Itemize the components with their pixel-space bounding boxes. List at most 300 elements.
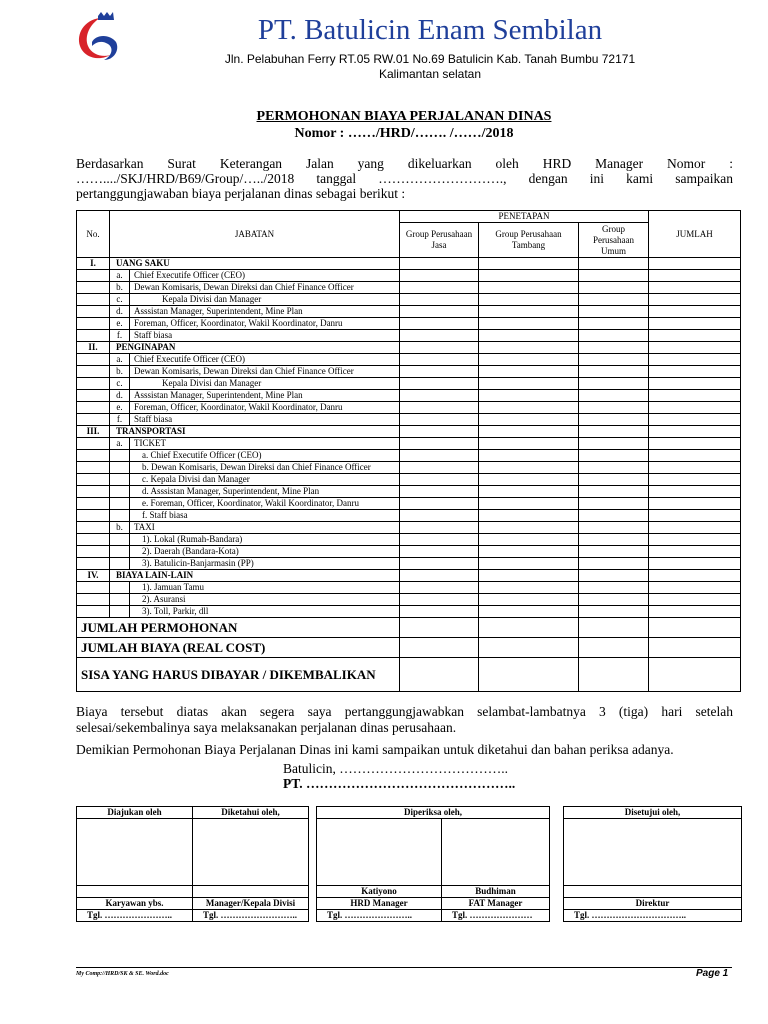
header-tambang: Group Perusahaan Tambang <box>479 223 579 258</box>
table-cell: II. <box>77 342 110 354</box>
empty-cell <box>649 270 741 282</box>
table-cell: d. <box>110 306 130 318</box>
place-date-line: Batulicin, ……………………………….. <box>283 761 508 776</box>
empty-cell <box>110 594 130 606</box>
empty-cell <box>649 606 741 618</box>
table-row <box>77 354 741 366</box>
table-cell: c. Kepala Divisi dan Manager <box>130 474 400 486</box>
table-cell: III. <box>77 426 110 438</box>
empty-cell <box>479 390 579 402</box>
empty-cell <box>479 510 579 522</box>
empty-cell <box>442 819 550 886</box>
empty-cell <box>564 819 742 886</box>
table-cell: 3). Toll, Parkir, dll <box>130 606 400 618</box>
footer-divider <box>76 967 732 968</box>
empty-cell <box>400 270 479 282</box>
empty-cell <box>400 438 479 450</box>
empty-cell <box>579 294 649 306</box>
table-cell: Foreman, Officer, Koordinator, Wakil Koordinator, Danru <box>130 402 400 414</box>
empty-cell <box>479 618 579 638</box>
empty-cell <box>479 638 579 658</box>
letterhead <box>140 14 720 82</box>
empty-cell <box>479 474 579 486</box>
table-row <box>77 270 741 282</box>
table-row-section <box>77 258 741 270</box>
table-cell: e. Foreman, Officer, Koordinator, Wakil Koordinator, Danru <box>130 498 400 510</box>
empty-cell <box>77 330 110 342</box>
empty-cell <box>479 534 579 546</box>
empty-cell <box>649 258 741 270</box>
table-cell: IV. <box>77 570 110 582</box>
date-direktur: Tgl. ………………………….. <box>564 910 742 922</box>
empty-cell <box>649 658 741 692</box>
intro-paragraph <box>76 156 733 201</box>
empty-cell <box>400 570 479 582</box>
empty-cell <box>479 294 579 306</box>
empty-cell <box>193 886 309 898</box>
empty-cell <box>479 450 579 462</box>
empty-cell <box>579 498 649 510</box>
empty-cell <box>400 546 479 558</box>
empty-cell <box>400 658 479 692</box>
empty-cell <box>479 570 579 582</box>
empty-cell <box>400 258 479 270</box>
empty-cell <box>77 606 110 618</box>
table-cell: Staff biasa <box>130 330 400 342</box>
empty-cell <box>110 498 130 510</box>
empty-cell <box>579 606 649 618</box>
table-row-section <box>77 342 741 354</box>
table-row <box>77 474 741 486</box>
empty-cell <box>110 546 130 558</box>
table-row-section <box>77 570 741 582</box>
empty-cell <box>479 414 579 426</box>
header-no: No. <box>77 211 110 258</box>
empty-cell <box>479 438 579 450</box>
total-row-permohonan <box>77 618 741 638</box>
table-row <box>77 486 741 498</box>
table-cell: f. Staff biasa <box>130 510 400 522</box>
empty-cell <box>193 819 309 886</box>
empty-cell <box>579 282 649 294</box>
empty-cell <box>649 282 741 294</box>
table-cell: e. <box>110 402 130 414</box>
empty-cell <box>479 594 579 606</box>
table-cell: Dewan Komisaris, Dewan Direksi dan Chief Finance Officer <box>130 282 400 294</box>
empty-cell <box>579 618 649 638</box>
table-row <box>77 330 741 342</box>
label-diketahui: Diketahui oleh, <box>193 807 309 819</box>
empty-cell <box>649 558 741 570</box>
table-cell: Chief Executife Officer (CEO) <box>130 354 400 366</box>
footer-page-number: Page 1 <box>696 968 729 979</box>
empty-cell <box>579 258 649 270</box>
table-cell: I. <box>77 258 110 270</box>
intro-line-2: ……..../SKJ/HRD/B69/Group/…../2018 tanggal ………………………., dengan ini kami sampaikan <box>76 171 733 186</box>
empty-cell <box>317 819 442 886</box>
total-row-biaya <box>77 638 741 658</box>
empty-cell <box>77 270 110 282</box>
empty-cell <box>77 390 110 402</box>
empty-cell <box>479 426 579 438</box>
empty-cell <box>77 282 110 294</box>
table-cell: 3). Batulicin-Banjarmasin (PP) <box>130 558 400 570</box>
empty-cell <box>479 282 579 294</box>
empty-cell <box>649 618 741 638</box>
empty-cell <box>579 522 649 534</box>
empty-cell <box>400 594 479 606</box>
table-cell: 1). Jamuan Tamu <box>130 582 400 594</box>
empty-cell <box>649 438 741 450</box>
table-cell: 1). Lokal (Rumah-Bandara) <box>130 534 400 546</box>
signature-block-right <box>563 806 742 922</box>
table-cell: Dewan Komisaris, Dewan Direksi dan Chief Finance Officer <box>130 366 400 378</box>
empty-cell <box>649 486 741 498</box>
empty-cell <box>649 462 741 474</box>
empty-cell <box>400 330 479 342</box>
empty-cell <box>400 498 479 510</box>
empty-cell <box>400 558 479 570</box>
empty-cell <box>400 534 479 546</box>
empty-cell <box>77 510 110 522</box>
empty-cell <box>649 546 741 558</box>
empty-cell <box>564 886 742 898</box>
table-cell: TAXI <box>130 522 400 534</box>
company-name: PT. Batulicin Enam Sembilan <box>257 14 603 46</box>
empty-cell <box>649 510 741 522</box>
table-cell: Asssistan Manager, Superintendent, Mine Plan <box>130 390 400 402</box>
table-cell: c. <box>110 294 130 306</box>
table-cell: Staff biasa <box>130 414 400 426</box>
empty-cell <box>77 414 110 426</box>
table-cell: b. <box>110 522 130 534</box>
table-cell: Asssistan Manager, Superintendent, Mine Plan <box>130 306 400 318</box>
document-title <box>0 108 768 142</box>
empty-cell <box>400 318 479 330</box>
empty-cell <box>649 450 741 462</box>
empty-cell <box>400 390 479 402</box>
empty-cell <box>77 582 110 594</box>
empty-cell <box>579 546 649 558</box>
expense-table <box>76 210 741 692</box>
name-hrd: Katiyono <box>317 886 442 898</box>
empty-cell <box>649 638 741 658</box>
empty-cell <box>110 582 130 594</box>
empty-cell <box>479 582 579 594</box>
empty-cell <box>649 354 741 366</box>
table-cell: 2). Daerah (Bandara-Kota) <box>130 546 400 558</box>
empty-cell <box>479 546 579 558</box>
title-number: Nomor : ……/HRD/……. /……/2018 <box>294 126 514 141</box>
empty-cell <box>649 402 741 414</box>
table-row <box>77 390 741 402</box>
role-manager: Manager/Kepala Divisi <box>193 898 309 910</box>
empty-cell <box>579 658 649 692</box>
role-karyawan: Karyawan ybs. <box>77 898 193 910</box>
empty-cell <box>77 402 110 414</box>
empty-cell <box>110 558 130 570</box>
table-row <box>77 462 741 474</box>
table-cell: d. <box>110 390 130 402</box>
empty-cell <box>77 594 110 606</box>
empty-cell <box>110 486 130 498</box>
closing-paragraph-2: Demikian Permohonan Biaya Perjalanan Dinas ini kami sampaikan untuk diketahui dan bahan periksa adanya. <box>76 742 674 757</box>
header-jasa: Group Perusahaan Jasa <box>400 223 479 258</box>
empty-cell <box>479 462 579 474</box>
table-row <box>77 546 741 558</box>
table-cell: Chief Executife Officer (CEO) <box>130 270 400 282</box>
table-row <box>77 402 741 414</box>
table-row <box>77 306 741 318</box>
table-row <box>77 294 741 306</box>
empty-cell <box>579 510 649 522</box>
empty-cell <box>479 342 579 354</box>
empty-cell <box>77 366 110 378</box>
empty-cell <box>579 534 649 546</box>
empty-cell <box>400 294 479 306</box>
role-direktur: Direktur <box>564 898 742 910</box>
empty-cell <box>579 390 649 402</box>
empty-cell <box>479 330 579 342</box>
table-cell: PENGINAPAN <box>110 342 400 354</box>
date-manager: Tgl. …………………….. <box>193 910 309 922</box>
empty-cell <box>110 462 130 474</box>
table-row <box>77 282 741 294</box>
empty-cell <box>579 342 649 354</box>
empty-cell <box>579 318 649 330</box>
empty-cell <box>479 318 579 330</box>
table-cell: Kepala Divisi dan Manager <box>130 378 400 390</box>
empty-cell <box>110 510 130 522</box>
table-row <box>77 366 741 378</box>
company-region: Kalimantan selatan <box>378 67 482 81</box>
table-cell: Foreman, Officer, Koordinator, Wakil Koordinator, Danru <box>130 318 400 330</box>
table-cell: f. <box>110 414 130 426</box>
signature-block-left <box>76 806 309 922</box>
role-hrd: HRD Manager <box>317 898 442 910</box>
table-cell: JUMLAH PERMOHONAN <box>77 618 400 638</box>
company-logo-icon <box>70 12 126 66</box>
header-umum: Group Perusahaan Umum <box>579 223 649 258</box>
table-cell: b. Dewan Komisaris, Dewan Direksi dan Chief Finance Officer <box>130 462 400 474</box>
table-row <box>77 582 741 594</box>
empty-cell <box>400 606 479 618</box>
table-row <box>77 594 741 606</box>
empty-cell <box>649 294 741 306</box>
table-cell: b. <box>110 282 130 294</box>
table-cell: TRANSPORTASI <box>110 426 400 438</box>
empty-cell <box>579 378 649 390</box>
empty-cell <box>649 390 741 402</box>
label-diperiksa: Diperiksa oleh, <box>317 807 550 819</box>
table-row <box>77 378 741 390</box>
empty-cell <box>110 606 130 618</box>
empty-cell <box>400 306 479 318</box>
empty-cell <box>649 378 741 390</box>
empty-cell <box>479 270 579 282</box>
empty-cell <box>649 582 741 594</box>
date-fat: Tgl. ………………… <box>442 910 550 922</box>
table-row <box>77 606 741 618</box>
empty-cell <box>400 522 479 534</box>
date-karyawan: Tgl. ………………….. <box>77 910 193 922</box>
date-hrd: Tgl. ………………….. <box>317 910 442 922</box>
label-diajukan: Diajukan oleh <box>77 807 193 819</box>
table-row <box>77 450 741 462</box>
empty-cell <box>579 366 649 378</box>
empty-cell <box>77 886 193 898</box>
empty-cell <box>579 570 649 582</box>
table-row <box>77 414 741 426</box>
empty-cell <box>649 522 741 534</box>
empty-cell <box>400 618 479 638</box>
empty-cell <box>479 258 579 270</box>
intro-line-1: Berdasarkan Surat Keterangan Jalan yang dikeluarkan oleh HRD Manager Nomor : <box>76 156 733 171</box>
empty-cell <box>579 474 649 486</box>
empty-cell <box>400 462 479 474</box>
title-main: PERMOHONAN BIAYA PERJALANAN DINAS <box>256 109 552 124</box>
label-disetujui: Disetujui oleh, <box>564 807 742 819</box>
empty-cell <box>400 510 479 522</box>
empty-cell <box>400 474 479 486</box>
empty-cell <box>649 306 741 318</box>
table-row <box>77 438 741 450</box>
empty-cell <box>649 318 741 330</box>
empty-cell <box>649 570 741 582</box>
empty-cell <box>77 438 110 450</box>
empty-cell <box>77 534 110 546</box>
empty-cell <box>77 474 110 486</box>
empty-cell <box>649 426 741 438</box>
empty-cell <box>77 354 110 366</box>
closing-paragraph-1: Biaya tersebut diatas akan segera saya pertanggungjawabkan selambat-lambatnya 3 (tiga) hari setelah selesai/sekembalinya saya melaksanakan perjalanan dinas perusahaan. <box>76 704 733 735</box>
footer-file-path: My Comp://HRD/SK & SE. Word.doc <box>76 971 169 977</box>
empty-cell <box>77 462 110 474</box>
empty-cell <box>400 378 479 390</box>
table-cell: a. Chief Executife Officer (CEO) <box>130 450 400 462</box>
empty-cell <box>579 638 649 658</box>
empty-cell <box>110 474 130 486</box>
table-row <box>77 510 741 522</box>
company-address: Jln. Pelabuhan Ferry RT.05 RW.01 No.69 Batulicin Kab. Tanah Bumbu 72171 <box>224 52 636 66</box>
empty-cell <box>77 294 110 306</box>
empty-cell <box>400 402 479 414</box>
empty-cell <box>77 522 110 534</box>
empty-cell <box>479 558 579 570</box>
empty-cell <box>400 582 479 594</box>
empty-cell <box>400 486 479 498</box>
table-row-section <box>77 426 741 438</box>
empty-cell <box>77 558 110 570</box>
company-signature-line: PT. ……………………………………….. <box>283 776 516 791</box>
empty-cell <box>479 378 579 390</box>
empty-cell <box>400 354 479 366</box>
table-cell: a. <box>110 438 130 450</box>
empty-cell <box>110 534 130 546</box>
empty-cell <box>479 486 579 498</box>
total-row-sisa <box>77 658 741 692</box>
header-jabatan: JABATAN <box>110 211 400 258</box>
signature-block-middle <box>316 806 550 922</box>
intro-line-3: pertanggungjawaban biaya perjalanan dinas sebagai berikut : <box>76 186 406 201</box>
name-fat: Budhiman <box>442 886 550 898</box>
empty-cell <box>649 534 741 546</box>
table-cell: b. <box>110 366 130 378</box>
table-cell: a. <box>110 270 130 282</box>
empty-cell <box>77 486 110 498</box>
table-cell: UANG SAKU <box>110 258 400 270</box>
empty-cell <box>649 366 741 378</box>
empty-cell <box>649 342 741 354</box>
table-cell: f. <box>110 330 130 342</box>
empty-cell <box>77 546 110 558</box>
empty-cell <box>400 426 479 438</box>
empty-cell <box>579 414 649 426</box>
empty-cell <box>77 378 110 390</box>
empty-cell <box>479 354 579 366</box>
empty-cell <box>649 594 741 606</box>
empty-cell <box>649 330 741 342</box>
table-row <box>77 498 741 510</box>
empty-cell <box>579 354 649 366</box>
empty-cell <box>579 582 649 594</box>
empty-cell <box>579 462 649 474</box>
table-cell: a. <box>110 354 130 366</box>
header-penetapan: PENETAPAN <box>400 211 649 223</box>
table-cell: 2). Asuransi <box>130 594 400 606</box>
empty-cell <box>579 270 649 282</box>
empty-cell <box>77 306 110 318</box>
empty-cell <box>479 402 579 414</box>
empty-cell <box>400 366 479 378</box>
empty-cell <box>479 306 579 318</box>
table-cell: TICKET <box>130 438 400 450</box>
empty-cell <box>479 498 579 510</box>
empty-cell <box>400 342 479 354</box>
table-cell: JUMLAH BIAYA (REAL COST) <box>77 638 400 658</box>
table-cell: d. Asssistan Manager, Superintendent, Mine Plan <box>130 486 400 498</box>
table-cell: e. <box>110 318 130 330</box>
empty-cell <box>77 318 110 330</box>
empty-cell <box>479 366 579 378</box>
empty-cell <box>649 474 741 486</box>
empty-cell <box>579 402 649 414</box>
table-row <box>77 318 741 330</box>
header-jumlah: JUMLAH <box>649 211 741 258</box>
empty-cell <box>400 282 479 294</box>
empty-cell <box>400 450 479 462</box>
empty-cell <box>400 638 479 658</box>
table-row <box>77 534 741 546</box>
empty-cell <box>479 522 579 534</box>
table-cell: c. <box>110 378 130 390</box>
empty-cell <box>579 450 649 462</box>
empty-cell <box>400 414 479 426</box>
empty-cell <box>479 606 579 618</box>
empty-cell <box>579 438 649 450</box>
table-row <box>77 558 741 570</box>
empty-cell <box>579 306 649 318</box>
empty-cell <box>110 450 130 462</box>
empty-cell <box>77 498 110 510</box>
empty-cell <box>579 486 649 498</box>
empty-cell <box>479 658 579 692</box>
table-cell: Kepala Divisi dan Manager <box>130 294 400 306</box>
table-row <box>77 522 741 534</box>
empty-cell <box>579 426 649 438</box>
empty-cell <box>77 819 193 886</box>
empty-cell <box>649 498 741 510</box>
